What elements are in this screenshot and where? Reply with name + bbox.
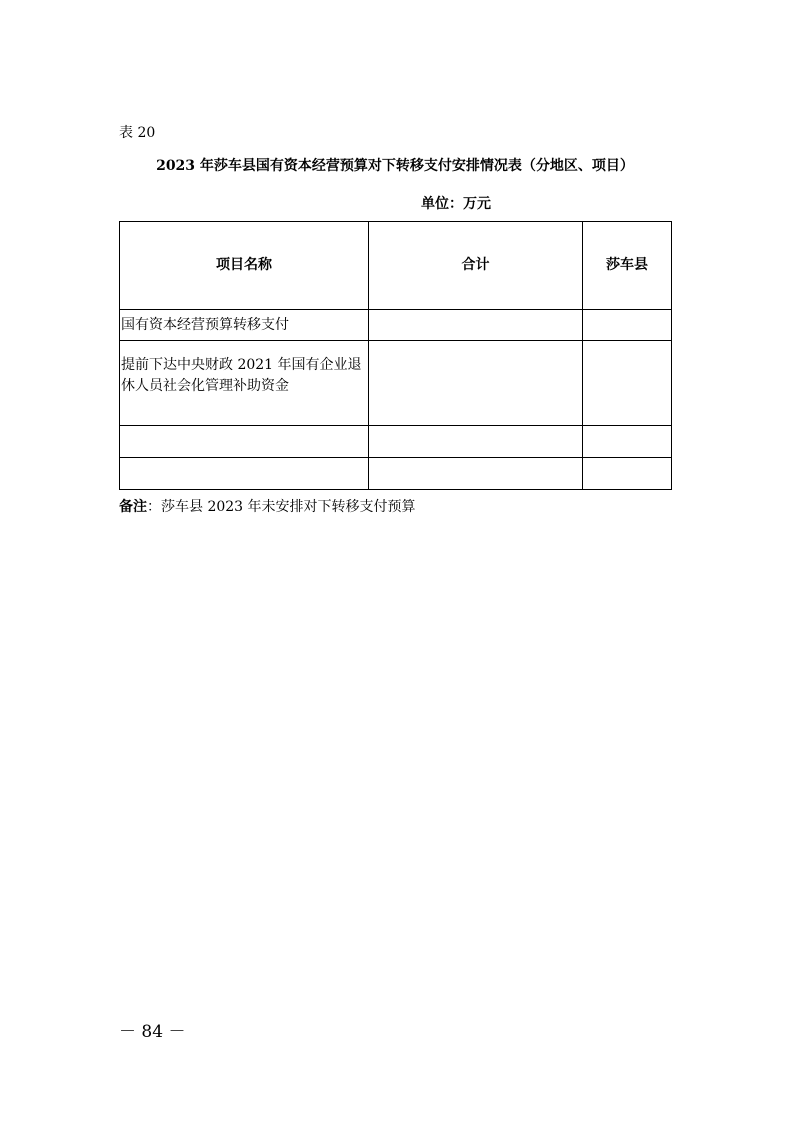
cell-project-name: 提前下达中央财政 2021 年国有企业退休人员社会化管理补助资金 xyxy=(120,341,369,426)
cell-project-name xyxy=(120,426,369,458)
header-project-name: 项目名称 xyxy=(120,222,369,310)
footnote-label: 备注 xyxy=(119,499,147,515)
table-row xyxy=(120,310,672,341)
table-row xyxy=(120,426,672,458)
cell-shache-county xyxy=(583,310,672,341)
footnote-text: ：莎车县 2023 年未安排对下转移支付预算 xyxy=(147,499,416,515)
header-shache-county: 莎车县 xyxy=(583,222,672,310)
page-number: － 84 － xyxy=(119,1022,186,1042)
cell-total xyxy=(369,310,583,341)
cell-project-name xyxy=(120,458,369,490)
cell-total xyxy=(369,458,583,490)
budget-table xyxy=(119,221,672,490)
cell-shache-county xyxy=(583,458,672,490)
cell-shache-county xyxy=(583,341,672,426)
cell-shache-county xyxy=(583,426,672,458)
table-row xyxy=(120,341,672,426)
table-header-row xyxy=(120,222,672,310)
cell-project-name: 国有资本经营预算转移支付 xyxy=(120,310,369,341)
header-total: 合计 xyxy=(369,222,583,310)
table-number: 表 20 xyxy=(119,125,156,141)
cell-total xyxy=(369,426,583,458)
unit-label: 单位：万元 xyxy=(421,196,491,212)
document-title: 2023 年莎车县国有资本经营预算对下转移支付安排情况表（分地区、项目） xyxy=(156,158,634,174)
cell-total xyxy=(369,341,583,426)
table-row xyxy=(120,458,672,490)
footnote xyxy=(119,498,416,516)
